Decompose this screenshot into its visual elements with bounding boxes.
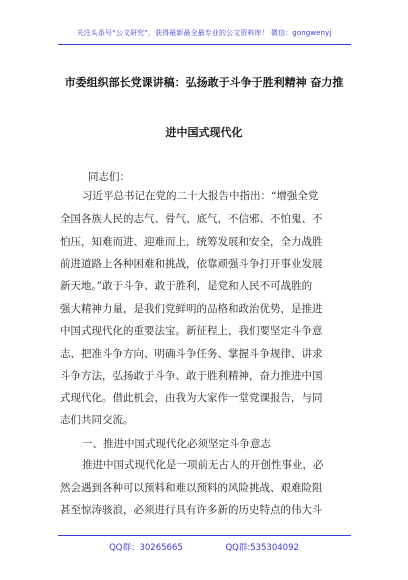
body-line: 志们共同交流。 <box>60 414 134 426</box>
section-heading: 一、推进中国式现代化必须坚定斗争意志 <box>82 438 271 450</box>
body-line: 全国各族人民的志气、骨气、底气，不信邪、不怕鬼、不 <box>60 213 323 225</box>
footer-divider <box>58 535 351 536</box>
section-body-line: 甚至惊涛骇浪，必须进行具有许多新的历史特点的伟大斗 <box>60 504 323 516</box>
footer-qq-group-1: QQ群：30265665 <box>109 543 183 553</box>
body-line: 式现代化。借此机会，由我为大家作一堂党课报告，与同 <box>60 392 323 404</box>
body-line: 前进道路上各种困难和挑战，依靠顽强斗争打开事业发展 <box>60 258 323 270</box>
footer-contacts <box>0 541 408 553</box>
document-title-line-1: 市委组织部长党课讲稿：弘扬敢于斗争于胜利精神 奋力推 <box>64 76 344 89</box>
body-line: 中国式现代化的重要法宝。新征程上，我们要坚定斗争意 <box>60 325 323 337</box>
body-line: 志、把准斗争方向、明确斗争任务、掌握斗争规律、讲求 <box>60 348 323 360</box>
header-divider <box>58 44 351 45</box>
body-line: 怕压，知难而进、迎难而上，统筹发展和安全，全力战胜 <box>60 236 323 248</box>
document-title-line-2: 进中国式现代化 <box>165 126 243 139</box>
section-body-line: 推进中国式现代化是一项前无古人的开创性事业，必 <box>82 459 324 471</box>
header-banner: 关注头条号“公文研究”，获得最新最全最专业的公文资料库！ 微信：gongwenyj <box>76 29 332 37</box>
greeting: 同志们： <box>88 171 130 183</box>
body-line: 强大精神力量，是我们党鲜明的品格和政治优势，是推进 <box>60 303 323 315</box>
footer-qq-group-2: QQ群:535304092 <box>225 543 299 553</box>
body-line: 新天地。”敢于斗争、敢于胜利，是党和人民不可战胜的 <box>60 280 313 292</box>
body-line: 斗争方法，弘扬敢于斗争、敢于胜利精神，奋力推进中国 <box>60 370 323 382</box>
body-line: 习近平总书记在党的二十大报告中指出：“增强全党 <box>82 190 319 202</box>
section-body-line: 然会遇到各种可以预料和难以预料的风险挑战、艰难险阻 <box>60 482 323 494</box>
